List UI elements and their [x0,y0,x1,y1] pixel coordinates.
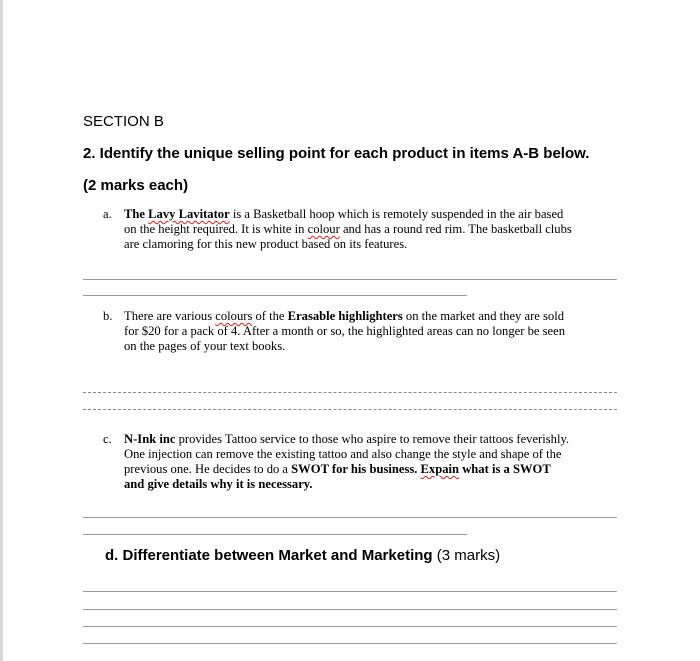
item-d-prefix: d. [105,547,123,564]
item-b-line1-mid: of the [252,309,288,323]
section-title: SECTION B [83,113,164,130]
answer-line [83,517,617,518]
item-a-line2-end: and has a round red rim. The basketball clubs [339,222,572,236]
item-c-line3-end: what is a SWOT [459,462,551,476]
answer-line [83,626,617,627]
item-d-text: Differentiate between Market and Marketing [122,547,433,564]
item-b-line1-end: on the market and they are sold [402,309,564,323]
item-c-company: N-Ink inc [124,432,176,446]
item-c-body [124,432,616,492]
item-b [103,309,623,357]
item-a [103,207,623,255]
item-c-line4: and give details why it is necessary. [124,477,313,491]
item-c-swot-phrase: SWOT for his business. [291,462,421,476]
item-b-letter: b. [103,309,113,323]
answer-line [83,609,617,610]
dashed-answer-line [83,409,617,410]
answer-line [83,295,467,296]
item-d-marks: (3 marks) [432,547,501,564]
item-c-line2: One injection can remove the existing tattoo and also change the style and shape of the [124,447,562,461]
item-c-expain-word: Expain [420,462,460,476]
marks-note: (2 marks each) [83,177,189,194]
item-b-body [124,309,616,354]
answer-line [83,591,617,592]
item-b-colours-word: colours [215,309,253,323]
dashed-answer-line [83,392,617,393]
item-a-line3: are clamoring for this new product based on its features. [124,237,408,251]
item-c-line3-start: previous one. He decides to do a [124,462,292,476]
item-a-the: The [124,207,149,221]
item-a-letter: a. [103,207,112,221]
item-a-line1-rest: is a Basketball hoop which is remotely suspended in the air based [229,207,564,221]
item-b-line2: for $20 for a pack of 4. After a month or so, the highlighted areas can no longer be seen [124,324,565,338]
item-a-body [124,207,616,252]
item-d [105,547,500,564]
item-c [103,432,623,496]
item-b-line3: on the pages of your text books. [124,339,286,353]
page-edge [0,0,3,661]
item-b-line1-start: There are various [124,309,216,323]
item-c-letter: c. [103,432,112,446]
question-heading: 2. Identify the unique selling point for each product in items A-B below. [83,145,590,162]
item-c-line1-rest: provides Tattoo service to those who aspire to remove their tattoos feverishly. [175,432,570,446]
item-a-product-name: Lavy Lavitator [148,207,230,221]
item-a-line2-start: on the height required. It is white in [124,222,308,236]
answer-line [83,279,617,280]
item-b-product-name: Erasable highlighters [287,309,403,323]
item-a-colour-word: colour [307,222,340,236]
answer-line [83,534,467,535]
answer-line [83,643,617,644]
